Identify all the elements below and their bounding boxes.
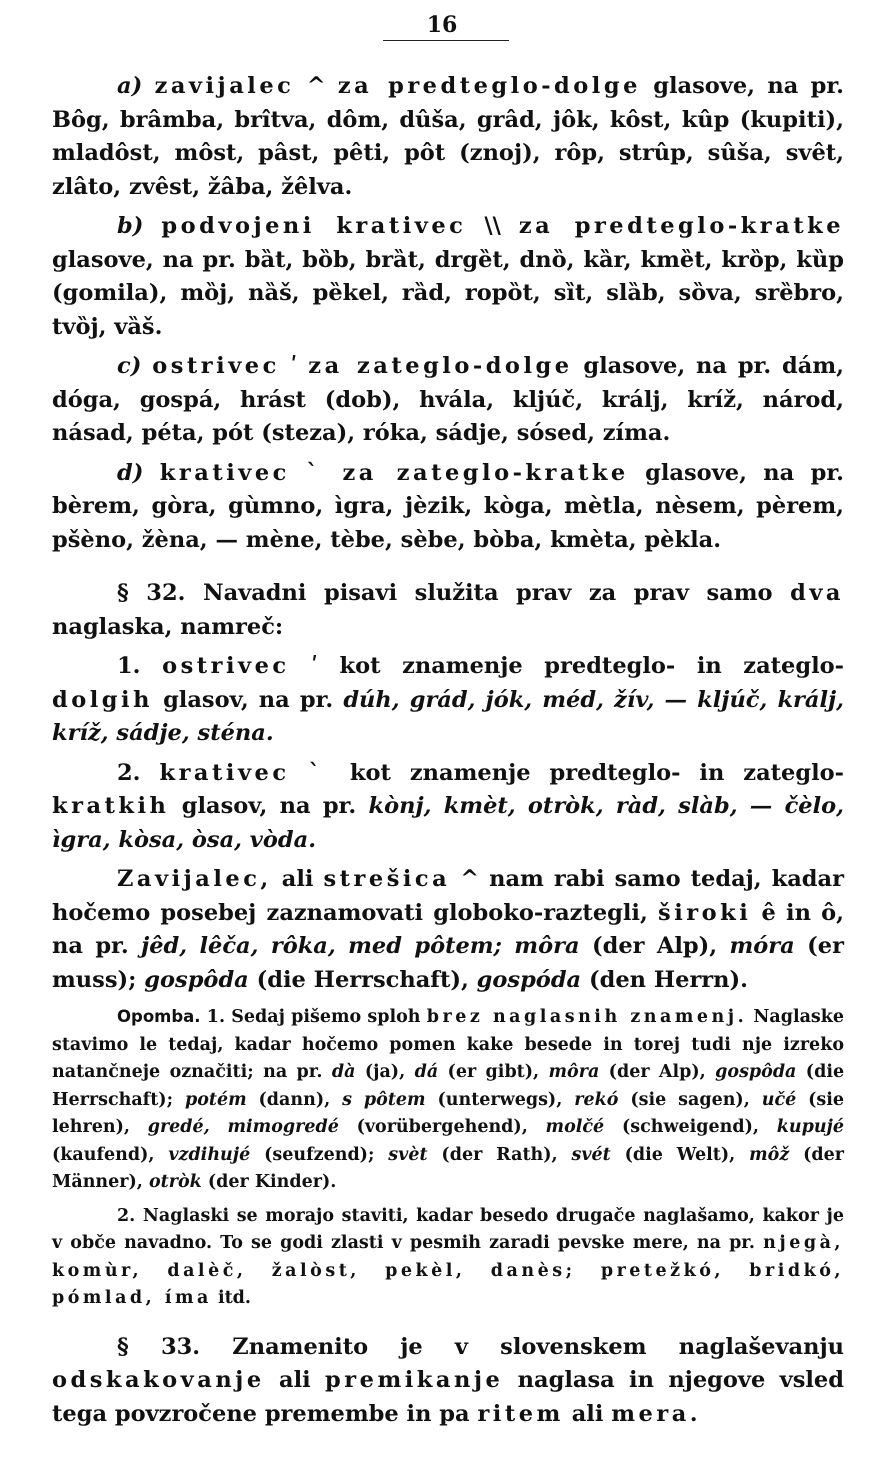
- item-1-examples: dúh, grád, jók, méd, žív, — kljúč, králj, kríž, sádje, sténa.: [52, 686, 844, 746]
- item-2: [52, 757, 844, 858]
- note-gl-11: (kaufend),: [52, 1144, 155, 1165]
- zav-t1: (der Alp),: [591, 933, 718, 959]
- paragraph-zavijalec: [52, 863, 844, 997]
- note-2-spaced: njegà, komùr, dalèč, žalòst, pekèl, danès; pretežkó, bridkó, pómlad, íma: [52, 1233, 844, 1308]
- note-1-spaced: brez naglasnih znamenj.: [426, 1007, 748, 1027]
- zav-term3: široki: [658, 899, 752, 926]
- header-rule: [383, 40, 509, 41]
- marker-b: b): [117, 213, 144, 239]
- note-ex-5: potém: [184, 1089, 247, 1110]
- note-ex-16: otròk: [148, 1172, 202, 1192]
- zav-text2: nam rabi samo tedaj, kadar hočemo posebej zaznamovati globoko-raztegli,: [52, 866, 844, 926]
- note-2-text: Naglaski se morajo staviti, kadar besedo drugače naglašamo, kakor je v obče navadno. To se godi zlasti v pesmih zaradi pevske mere, na pr.: [52, 1205, 845, 1253]
- term-zateglo-kratke: za zateglo-kratke: [342, 459, 629, 486]
- section-33-text4: ali: [571, 1400, 604, 1427]
- note-gl-5: (dann),: [258, 1089, 331, 1110]
- item-1-number: 1.: [117, 653, 141, 679]
- sign-acute: ʹ: [290, 353, 298, 379]
- item-1-text1: kot znamenje predteglo- in zateglo-: [339, 653, 844, 679]
- zav-term2: strešica: [323, 866, 451, 892]
- page-number: 16: [426, 12, 458, 38]
- sign-circumflex: ^: [306, 73, 326, 99]
- sign-grave: ˋ: [306, 459, 327, 486]
- paragraph-c-text: glasove, na pr. dám, dóga, gospá, hrást (dob), hvála, kljúč, králj, kríž, národ, násad, péta, pót (steza), róka, sádje, sósed, zíma.: [52, 353, 844, 446]
- paragraph-d: [52, 457, 844, 558]
- zav-sign: ^: [460, 866, 480, 892]
- section-32: [52, 577, 844, 644]
- section-33-spaced2: premikanje: [325, 1367, 504, 1393]
- note-gl-1: (ja),: [364, 1062, 406, 1082]
- item-1-sign: ʹ: [311, 653, 318, 679]
- note-gl-6: (unterwegs),: [437, 1089, 563, 1110]
- zav-ex3: gospôda: [144, 966, 249, 993]
- item-2-term: krativec: [159, 759, 290, 786]
- note-ex-8: učé: [761, 1089, 797, 1110]
- note-ex-14: svét: [571, 1144, 611, 1165]
- note-ex-10: molčé: [545, 1117, 605, 1137]
- section-32-text2: naglaska, namreč:: [52, 613, 284, 640]
- note-2-number: 2.: [117, 1205, 136, 1226]
- section-32-spaced: dva: [790, 580, 844, 606]
- section-33-spaced3: ritem: [477, 1400, 564, 1427]
- term-predteglo-kratke: za predteglo-kratke: [518, 213, 845, 239]
- zav-t2: (er muss);: [52, 933, 844, 993]
- section-number-33: § 33.: [117, 1333, 201, 1360]
- zav-ex1: jêd, lêča, rôka, med pôtem; môra: [141, 933, 580, 959]
- item-1-text2: glasov, na pr.: [163, 686, 334, 713]
- term-zavijalec: zavijalec: [154, 73, 295, 99]
- note-ex-4: gospôda: [715, 1062, 797, 1082]
- paragraph-a-text: glasove, na pr. Bôg, brâmba, brîtva, dôm, dûša, grâd, jôk, kôst, kûp (kupiti), mladôst, môst, pâst, pêti, pôt (znoj), rôp, strûp, sûša, svêt, zlâto, zvêst, žâba, žêlva.: [52, 73, 844, 200]
- note-gl-13: (der Rath),: [441, 1144, 558, 1165]
- page-body: [52, 70, 844, 1431]
- zav-t4: (den Herrn).: [588, 966, 748, 993]
- item-1-term: ostrivec: [162, 653, 290, 679]
- note-gl-16: (der Kinder).: [207, 1172, 337, 1192]
- item-1: [52, 650, 844, 751]
- note-ex-9: gredé, mimogredé: [147, 1117, 339, 1137]
- note-ex-3: môra: [548, 1062, 600, 1082]
- note-ex-6: s pôtem: [342, 1089, 426, 1110]
- sign-double-grave: \\: [484, 213, 501, 239]
- note-gl-15: (der Männer),: [52, 1144, 845, 1192]
- item-2-number: 2.: [117, 759, 141, 786]
- note-gl-7: (sie sagen),: [630, 1089, 750, 1110]
- zav-text1: ali: [281, 866, 314, 892]
- paragraph-b-text: glasove, na pr. bȁt, bȍb, brȁt, drgȅt, dnȍ, kȁr, kmȅt, krȍp, kȕp (gomila), mȍj, nȁš, pȅkel, rȁd, ropȍt, sȉt, slȁb, sȍva, srȅbro, tvȍj, vȁš.: [52, 246, 844, 340]
- term-podvojeni-krativec: podvojeni krativec: [161, 213, 467, 239]
- note-gl-4: (die Herrschaft);: [52, 1062, 845, 1110]
- section-33-text1: Znamenito je v slovenskem naglaševanju: [232, 1333, 844, 1360]
- note-2: [52, 1203, 844, 1313]
- section-33-spaced1: odskakovanje: [52, 1367, 265, 1393]
- note-ex-11: kupujé: [776, 1117, 845, 1137]
- paragraph-c: [52, 350, 844, 451]
- section-number-32: § 32.: [117, 580, 186, 606]
- section-33: [52, 1331, 844, 1432]
- note-ex-1: dà: [331, 1062, 356, 1082]
- term-zateglo-dolge: za zateglo-dolge: [308, 353, 573, 379]
- term-krativec: krativec: [159, 459, 290, 486]
- section-33-spaced4: mera.: [611, 1400, 702, 1427]
- marker-c: c): [117, 353, 142, 379]
- paragraph-d-text: glasove, na pr. bèrem, gòra, gùmno, ìgra, jèzik, kòga, mètla, nèsem, pèrem, pšèno, žèna, — mène, tèbe, sèbe, bòba, kmèta, pèkla.: [52, 459, 844, 553]
- note-1-text2: Naglaske stavimo le tedaj, kadar hočemo pomen kake besede in torej tudi nje izreko natančneje označiti; na pr.: [52, 1007, 845, 1082]
- marker-d: d): [117, 459, 144, 486]
- zav-ex4: gospóda: [476, 966, 582, 993]
- item-2-text1: kot znamenje predteglo- in zateglo-: [349, 759, 844, 786]
- item-2-text2: glasov, na pr.: [181, 793, 357, 819]
- note-block: [52, 1003, 844, 1313]
- term-ostrivec: ostrivec: [152, 353, 280, 379]
- marker-a: a): [117, 73, 143, 99]
- note-ex-15: môž: [749, 1144, 790, 1165]
- note-gl-8: (sie lehren),: [52, 1089, 845, 1137]
- note-ex-2: dá: [414, 1062, 439, 1082]
- note-gl-14: (die Welt),: [624, 1144, 736, 1165]
- item-1-spaced: dolgih: [52, 686, 153, 713]
- note-1-number: 1.: [206, 1007, 226, 1027]
- item-2-sign: ˋ: [308, 759, 331, 786]
- note-gl-12: (seufzend);: [264, 1144, 375, 1165]
- note-1-text1: Sedaj pišemo sploh: [231, 1007, 421, 1027]
- item-2-spaced: kratkih: [52, 793, 170, 819]
- note-ex-13: svèt: [388, 1144, 428, 1165]
- section-33-text2: ali: [279, 1367, 311, 1393]
- section-33-text3: naglasa in njegove vsled tega povzročene premembe in pa: [52, 1367, 844, 1427]
- note-heading: Opomba.: [117, 1007, 201, 1026]
- zav-t3: (die Herrschaft),: [256, 966, 469, 993]
- note-gl-2: (er gibt),: [447, 1062, 540, 1082]
- paragraph-b: [52, 210, 844, 344]
- zav-ex2: móra: [729, 933, 795, 959]
- zav-text3: ê in ô, na pr.: [52, 899, 844, 959]
- item-2-examples: kònj, kmèt, otròk, ràd, slàb, — čèlo, ìgra, kòsa, òsa, vòda.: [52, 793, 844, 853]
- paragraph-a: [52, 70, 844, 204]
- note-2-tail: itd.: [217, 1288, 251, 1308]
- note-gl-9: (vorübergehend),: [356, 1117, 528, 1137]
- note-gl-3: (der Alp),: [608, 1062, 706, 1082]
- note-ex-7: rekó: [574, 1089, 619, 1110]
- note-gl-10: (schweigend),: [621, 1117, 759, 1137]
- term-predteglo-dolge: za predteglo-dolge: [337, 73, 641, 99]
- zav-term: Zavijalec,: [117, 866, 272, 892]
- note-ex-12: vzdihujé: [168, 1144, 251, 1165]
- note-1: [52, 1003, 844, 1197]
- section-32-text1: Navadni pisavi služita prav za prav samo: [203, 580, 773, 606]
